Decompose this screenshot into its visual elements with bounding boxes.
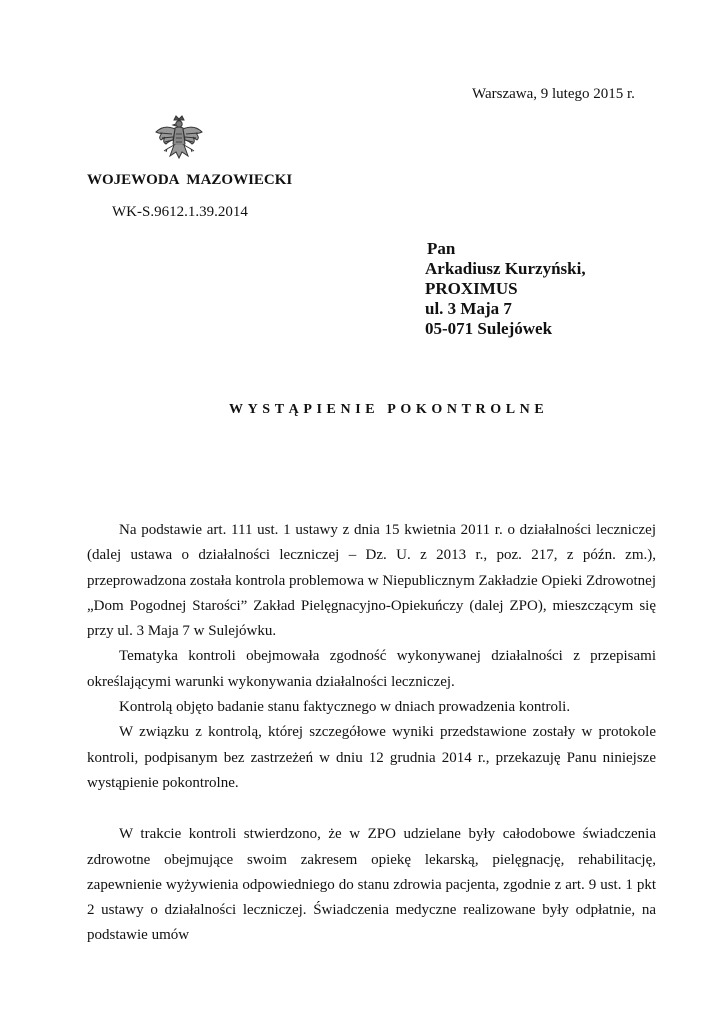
recipient-city: 05-071 Sulejówek — [425, 319, 553, 338]
body-paragraph: W trakcie kontroli stwierdzono, że w ZPO udzielane były całodobowe świadczenia zdrowotne obejmujące swoim zakresem opiekę lekarską, pielęgnację, rehabilitację, zapewnienie wyżywienia odpowiedniego do stanu zdrowia pacjenta, zgodnie z art. 9 ust. 1 pkt 2 ustawy o działalności leczniczej. Świadczenia medyczne realizowane były odpłatnie, na podstawie umów — [87, 826, 656, 944]
body-paragraph: Tematyka kontroli obejmowała zgodność wykonywanej działalności z przepisami określającymi warunki wykonywania działalności leczniczej. — [87, 648, 656, 690]
body-paragraph: W związku z kontrolą, której szczegółowe wyniki przedstawione zostały w protokole kontroli, podpisanym bez zastrzeżeń w dniu 12 grudnia 2014 r., przekazuję Panu niniejsze wystąpienie pokontrolne. — [87, 724, 656, 791]
letter-body — [87, 518, 656, 949]
document-title: WYSTĄPIENIE POKONTROLNE — [229, 402, 549, 417]
recipient-street: ul. 3 Maja 7 — [425, 299, 512, 318]
recipient-name: Arkadiusz Kurzyński, — [425, 259, 586, 278]
body-paragraph: Na podstawie art. 111 ust. 1 ustawy z dnia 15 kwietnia 2011 r. o działalności leczniczej (dalej ustawa o działalności leczniczej – Dz. U. z 2013 r., poz. 217, z późn. zm.), przeprowadzona została kontrola problemowa w Niepublicznym Zakładzie Opieki Zdrowotnej „Dom Pogodnej Starości” Zakład Pielęgnacyjno-Opiekuńczy (dalej ZPO), mieszczącym się przy ul. 3 Maja 7 w Sulejówku. — [87, 522, 656, 640]
recipient-address-block — [425, 239, 586, 339]
recipient-salutation: Pan — [427, 239, 456, 258]
issuing-authority: WOJEWODA MAZOWIECKI — [87, 172, 293, 188]
reference-number: WK-S.9612.1.39.2014 — [112, 204, 248, 220]
polish-eagle-emblem-icon — [152, 114, 206, 166]
body-paragraph: Kontrolą objęto badanie stanu faktycznego w dniach prowadzenia kontroli. — [119, 699, 571, 716]
date-line: Warszawa, 9 lutego 2015 r. — [472, 86, 635, 102]
recipient-company: PROXIMUS — [425, 279, 518, 298]
